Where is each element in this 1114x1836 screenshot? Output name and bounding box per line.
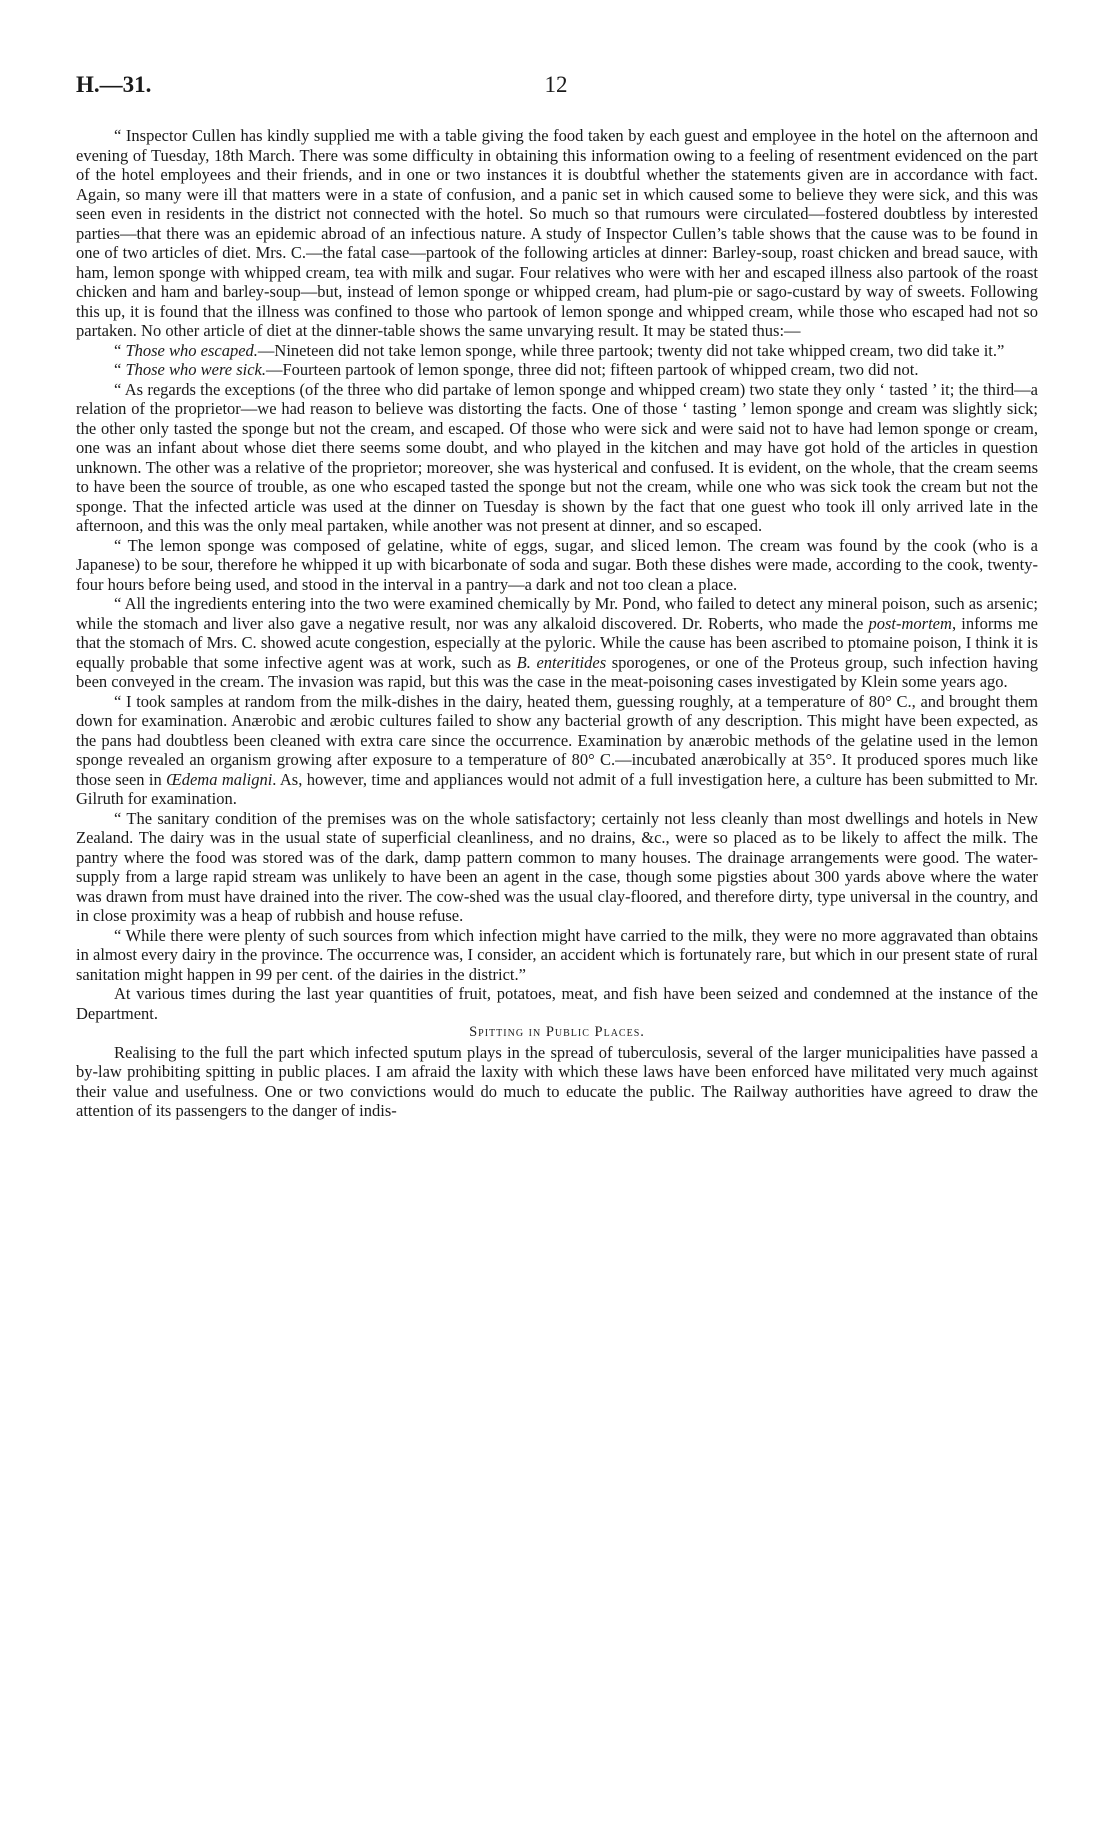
text-run: “ <box>114 360 126 379</box>
italic-run: B. enteritides <box>516 652 607 672</box>
text-run: “ All the ingredients entering into the two were examined chemically by Mr. Pond, who failed to detect any mineral poison, such as arsenic; while the stomach and liver also gave a negative result, nor was any alkaloid discovered. Dr. Roberts, who made the <box>76 594 1038 633</box>
text-run: “ While there were plenty of such sources from which infection might have carried to the milk, they were no more aggravated than obtains in almost every dairy in the province. The occurrence was, I consider, an accident which is fortunately rare, but which in our present state of rural sanitation might happen in 99 per cent. of the dairies in the district.” <box>76 925 1038 984</box>
page-header <box>76 72 1036 112</box>
text-run: —Nineteen did not take lemon sponge, while three partook; twenty did not take whipped cream, two did take it.” <box>257 340 1005 360</box>
text-run: “ I took samples at random from the milk-dishes in the dairy, heated them, guessing roughly, at a temperature of 80° C., and brought them down for examination. Anærobic and ærobic cultures failed to show any bacterial growth of any description. This might have been expected, as the pans had doubtless been cleaned with extra care since the occurrence. Examination by anærobic methods of the gelatine used in the lemon sponge revealed an organism growing after exposure to a temperature of 80° C.—incubated anærobically at 35°. It produced spores much like those seen in <box>76 691 1038 789</box>
paragraph <box>76 341 1038 361</box>
italic-run: Œdema maligni <box>166 769 273 789</box>
paragraph <box>76 984 1038 1023</box>
paper-id: H.—31. <box>76 72 152 97</box>
paragraph <box>76 594 1038 692</box>
text-run: “ The sanitary condition of the premises was on the whole satisfactory; certainly not less cleanly than most dwellings and hotels in New Zealand. The dairy was in the usual state of superficial cleanliness, and no drains, &c., were so placed as to be likely to affect the milk. The pantry where the food was stored was of the dark, damp pattern common to many houses. The drainage arrangements were good. The water-supply from a large rapid stream was unlikely to have been an agent in the case, though some pigsties about 300 yards above where the water was drawn from must have drained into the river. The cow-shed was the usual clay-floored, and therefore dirty, type universal in the country, and in close proximity was a heap of rubbish and house refuse. <box>76 808 1038 925</box>
paragraph <box>76 926 1038 985</box>
italic-run: Those who were sick. <box>125 360 266 379</box>
paragraph <box>76 126 1038 341</box>
text-run: , informs me that the stomach of Mrs. C. showed acute congestion, especially at the pyloric. While the cause has been ascribed to ptomaine poison, I think it is equally probable that some infective agent was at work, such as <box>76 613 1038 672</box>
paragraph <box>76 536 1038 595</box>
text-run: sporogenes, or one of the Proteus group, such infection having been conveyed in the cream. The invasion was rapid, but this was the case in the meat-poisoning cases investigated by Klein some years ago. <box>76 652 1038 691</box>
text-run: “ Inspector Cullen has kindly supplied me with a table giving the food taken by each guest and employee in the hotel on the afternoon and evening of Tuesday, 18th March. There was some difficulty in obtaining this information owing to a feeling of resentment evidenced on the part of the hotel employees and their friends, and in one or two instances it is doubtful whether the statements given are in accordance with fact. Again, so many were ill that matters were in a state of confusion, and a panic set in which caused some to believe they were sick, and this was seen even in residents in the district not connected with the hotel. So much so that rumours were circulated—fostered doubtless by interested parties—that there was an epidemic abroad of an infectious nature. A study of Inspector Cullen’s table shows that the cause was to be found in one of two articles of diet. Mrs. C.—the fatal case—partook of the following articles at dinner: Barley-soup, roast chicken and bread sauce, with ham, lemon sponge with whipped cream, tea with milk and sugar. Four relatives who were with her and escaped illness also partook of the roast chicken and ham and barley-soup—but, instead of lemon sponge or whipped cream, had plum-pie or sago-custard by way of sweets. Following this up, it is found that the illness was confined to those who partook of lemon sponge and whipped cream, while those who escaped had not so partaken. No other article of diet at the dinner-table shows the same unvarying result. It may be stated thus:— <box>76 126 1038 340</box>
text-run: . As, however, time and appliances would not admit of a full investigation here, a culture has been submitted to Mr. Gilruth for examination. <box>76 769 1039 808</box>
page-number: 12 <box>544 72 568 97</box>
text-run: At various times during the last year quantities of fruit, potatoes, meat, and fish have been seized and condemned at the instance of the Department. <box>76 984 1038 1023</box>
paragraph <box>76 692 1038 809</box>
document-body <box>76 126 1038 1121</box>
text-run: “ As regards the exceptions (of the three who did partake of lemon sponge and whipped cream) two state they only ‘ tasted ’ it; the third—a relation of the proprietor—we had reason to believe was distorting the facts. One of those ‘ tasting ’ lemon sponge and cream was slightly sick; the other only tasted the sponge but not the cream, and escaped. Of those who were sick and were said not to have had lemon sponge or cream, one was an infant about whose diet there seems some doubt, and who played in the kitchen and may have got hold of the articles in question unknown. The other was a relative of the proprietor; moreover, she was hysterical and confused. It is evident, on the whole, that the cream seems to have been the source of trouble, as one who escaped tasted the sponge but not the cream, while one who was sick took the cream but not the sponge. That the infected article was used at the dinner on Tuesday is shown by the fact that one guest who took ill only arrived late in the afternoon, and this was the only meal partaken, while another was not present at dinner, and so escaped. <box>76 379 1038 535</box>
section-heading: Spitting in Public Places. <box>469 1024 645 1040</box>
paragraph <box>76 809 1038 926</box>
text-run: “ The lemon sponge was composed of gelatine, white of eggs, sugar, and sliced lemon. The cream was found by the cook (who is a Japanese) to be sour, therefore he whipped it up with bicarbonate of soda and sugar. Both these dishes were made, according to the cook, twenty-four hours before being used, and stood in the interval in a pantry—a dark and not too clean a place. <box>76 535 1038 594</box>
paragraph <box>76 380 1038 536</box>
section-paragraph: Realising to the full the part which infected sputum plays in the spread of tuberculosis, several of the larger municipalities have passed a by-law prohibiting spitting in public places. I am afraid the laxity with which these laws have been enforced have militated very much against their value and usefulness. One or two convictions would do much to educate the public. The Railway authorities have agreed to draw the attention of its passengers to the danger of indis- <box>76 1042 1038 1120</box>
italic-run: post-mortem <box>868 613 952 633</box>
italic-run: Those who escaped. <box>125 340 258 360</box>
paragraph <box>76 360 1038 380</box>
text-run: “ <box>114 340 126 360</box>
text-run: —Fourteen partook of lemon sponge, three did not; fifteen partook of whipped cream, two did not. <box>266 360 919 379</box>
